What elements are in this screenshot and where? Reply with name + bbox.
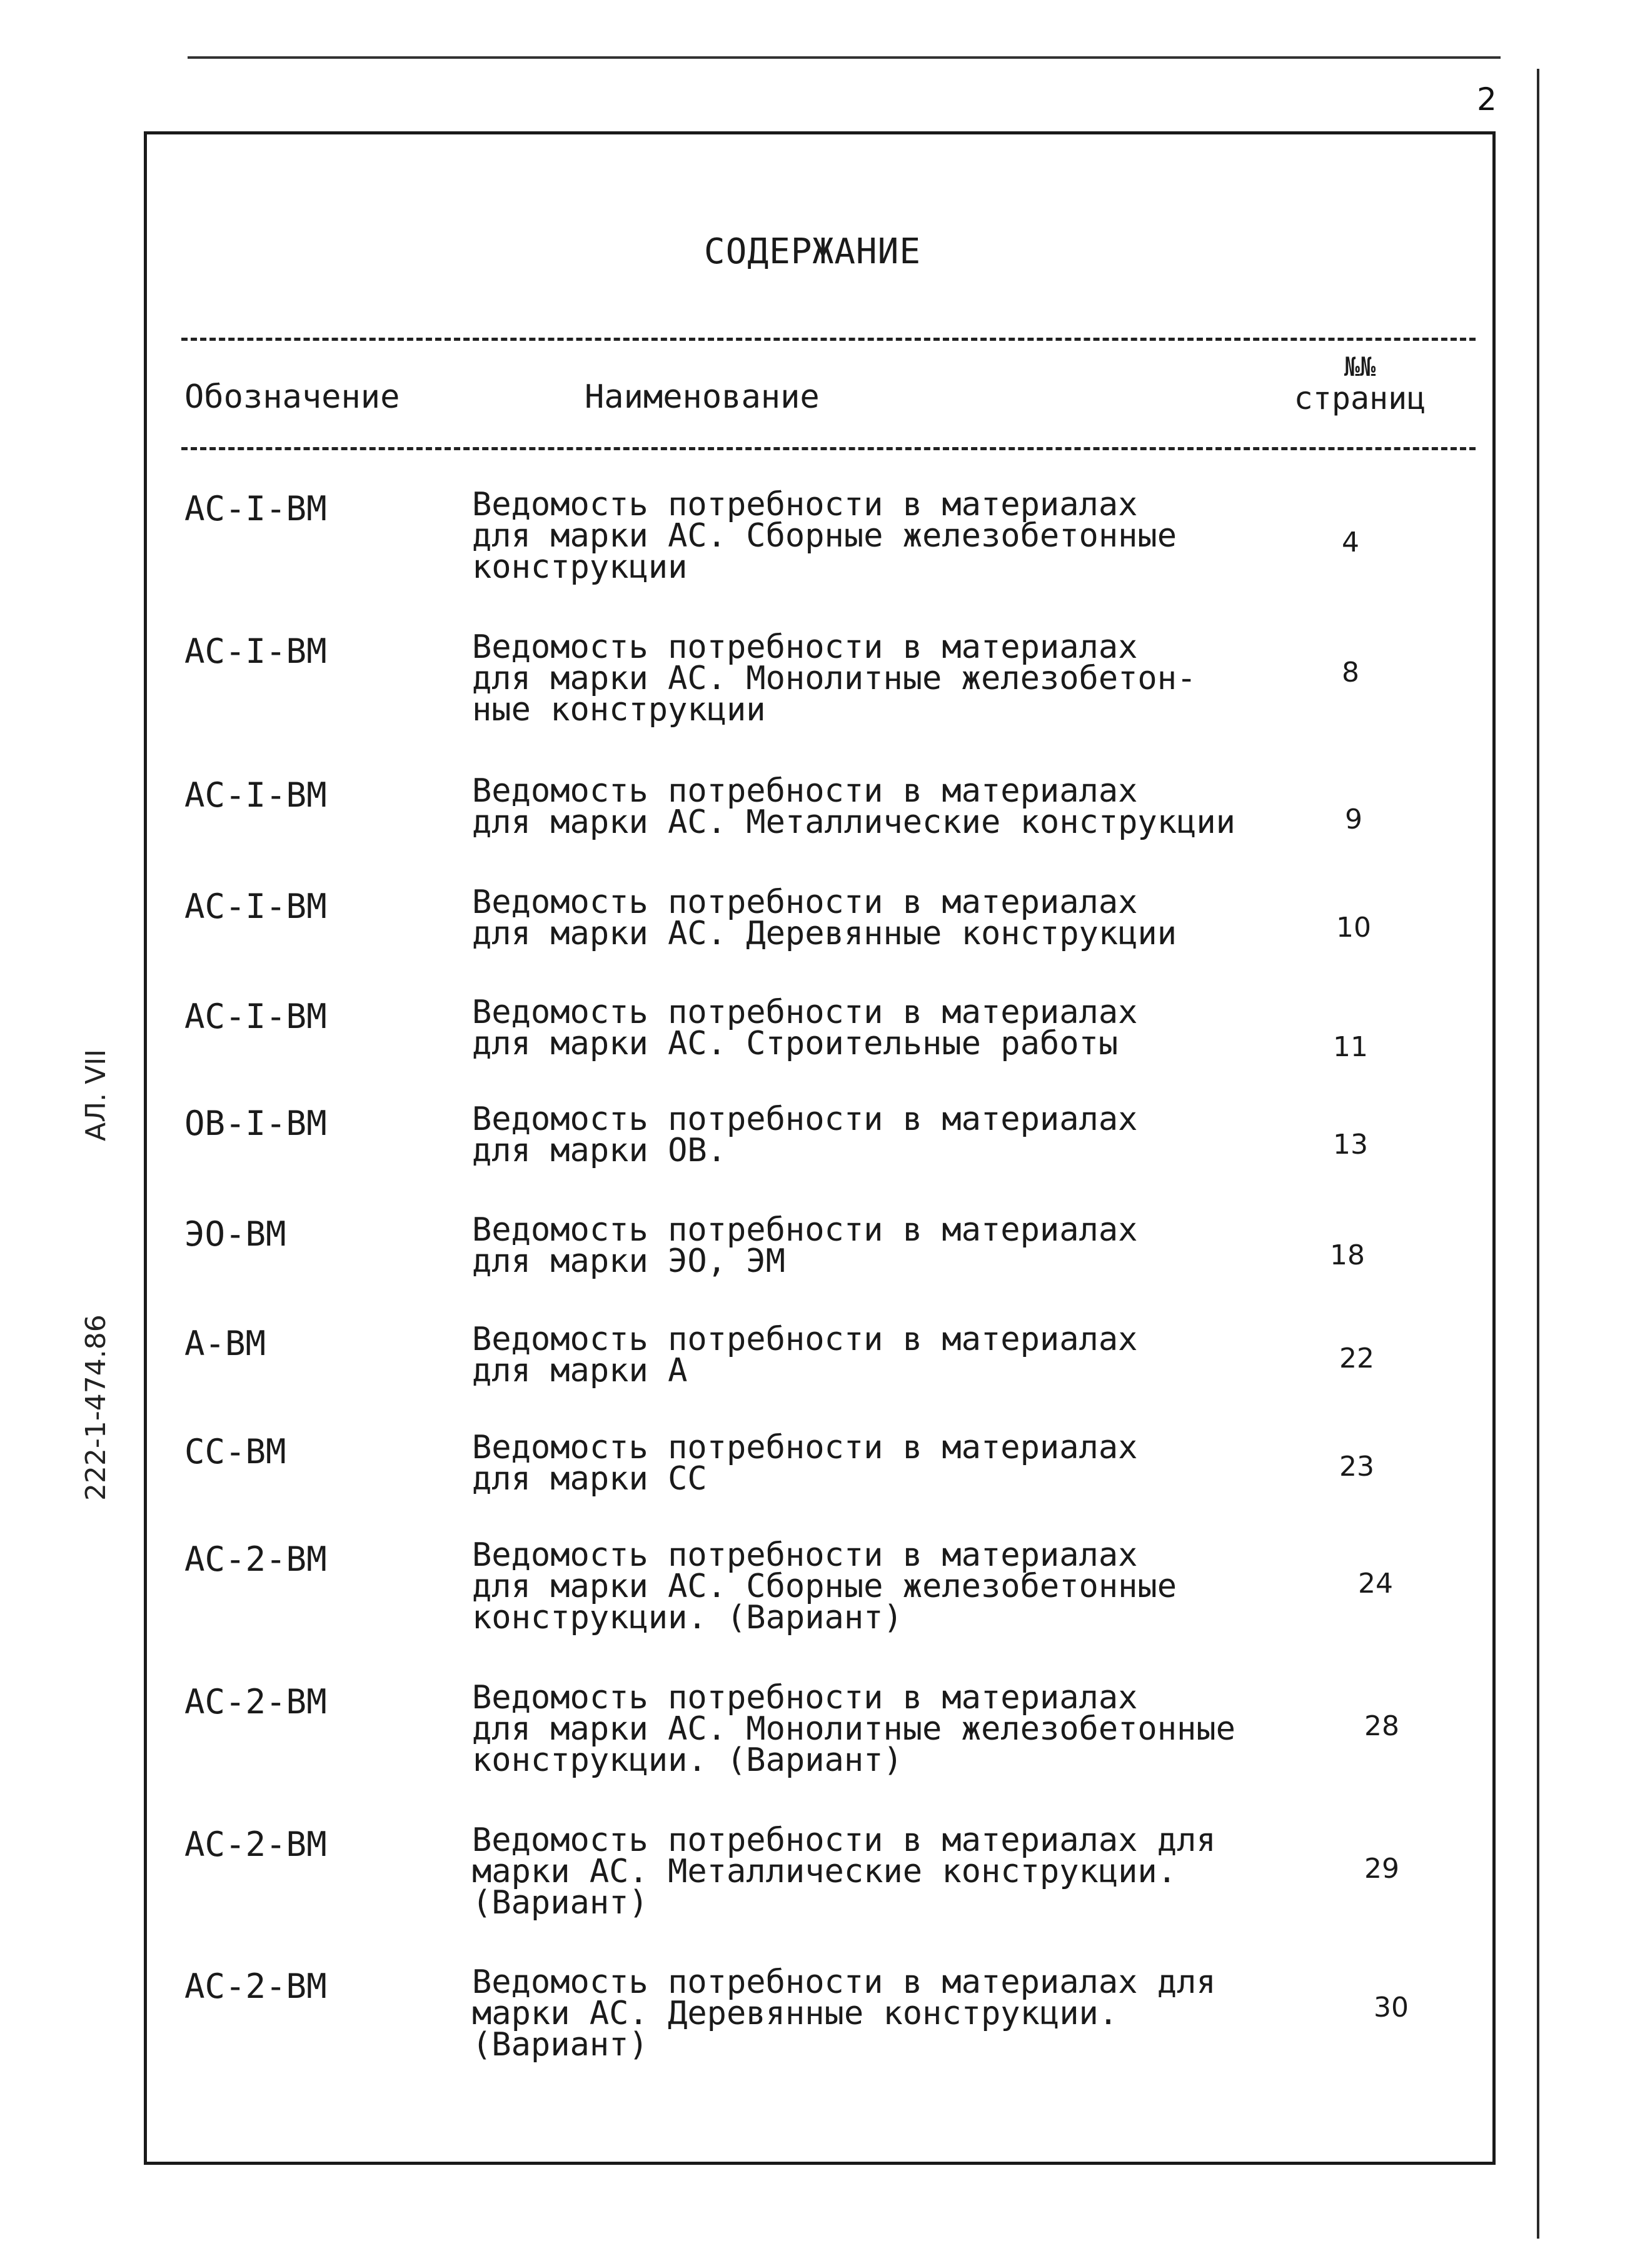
row-description-line: Ведомость потребности в материалах [472, 1429, 1138, 1466]
row-page-number: 4 [1342, 527, 1359, 558]
row-designation: АС-I-ВМ [184, 489, 327, 528]
row-description-line: для марки ЭО, ЭМ [472, 1242, 785, 1280]
row-page-number: 29 [1364, 1853, 1399, 1885]
header-pages-symbol: №№ [1344, 351, 1376, 382]
row-description [472, 1101, 1138, 1169]
row-description-line: для марки АС. Монолитные железобетон- [472, 660, 1197, 697]
row-description [472, 1321, 1138, 1389]
row-description [472, 1429, 1138, 1498]
top-rule [188, 56, 1501, 59]
row-description-line: Ведомость потребности в материалах [472, 486, 1138, 523]
row-description-line: Ведомость потребности в материалах [472, 1536, 1138, 1574]
row-page-number: 23 [1339, 1451, 1374, 1483]
row-description-line: Ведомость потребности в материалах [472, 1211, 1138, 1249]
row-description-line: ные конструкции [472, 691, 766, 728]
row-page-number: 11 [1333, 1031, 1368, 1063]
row-description [472, 486, 1177, 586]
header-name: Наименование [585, 378, 820, 416]
row-description-line: для марки АС. Строительные работы [472, 1025, 1119, 1062]
row-description-line: Ведомость потребности в материалах [472, 1321, 1138, 1358]
row-description-line: для марки АС. Сборные железобетонные [472, 1568, 1177, 1605]
side-label-code: 222-1-474.86 [80, 1314, 112, 1501]
row-description [472, 628, 1197, 728]
row-description-line: конструкции. (Вариант) [472, 1599, 903, 1636]
row-description [472, 1822, 1216, 1922]
row-description-line: марки АС. Металлические конструкции. [472, 1853, 1177, 1890]
header-top-divider [181, 338, 1476, 341]
row-description-line: для марки ОВ. [472, 1132, 727, 1169]
row-description-line: Ведомость потребности в материалах для [472, 1822, 1216, 1859]
header-pages-label: страниц [1294, 380, 1426, 416]
row-page-number: 10 [1336, 912, 1371, 944]
right-margin-line [1537, 69, 1539, 2239]
row-page-number: 13 [1333, 1129, 1368, 1161]
row-description-line: Ведомость потребности в материалах [472, 628, 1138, 666]
header-bottom-divider [181, 447, 1476, 450]
row-description [472, 1211, 1138, 1280]
row-description-line: Ведомость потребности в материалах [472, 1679, 1138, 1716]
row-description [472, 994, 1138, 1062]
row-page-number: 24 [1358, 1568, 1393, 1600]
row-description [472, 1963, 1216, 2064]
row-description [472, 1679, 1235, 1779]
row-page-number: 18 [1330, 1239, 1365, 1271]
row-designation: АС-2-ВМ [184, 1540, 327, 1579]
row-description-line: Ведомость потребности в материалах [472, 1101, 1138, 1138]
side-label-album: АЛ. VII [80, 1049, 112, 1141]
header-pages [1285, 353, 1435, 416]
row-description-line: для марки АС. Монолитные железобетонные [472, 1710, 1235, 1748]
row-page-number: 9 [1345, 804, 1362, 835]
row-designation: АС-I-ВМ [184, 887, 327, 926]
row-designation: АС-I-ВМ [184, 997, 327, 1036]
row-description-line: марки АС. Деревянные конструкции. [472, 1995, 1119, 2032]
row-designation: ЭО-ВМ [184, 1214, 286, 1254]
row-page-number: 8 [1342, 657, 1359, 688]
row-designation: ОВ-I-ВМ [184, 1104, 327, 1143]
row-designation: А-ВМ [184, 1324, 266, 1363]
row-description [472, 884, 1177, 952]
row-description-line: Ведомость потребности в материалах [472, 994, 1138, 1031]
row-description-line: конструкции [472, 548, 688, 586]
row-designation: АС-2-ВМ [184, 1825, 327, 1864]
row-description-line: Ведомость потребности в материалах [472, 772, 1138, 810]
row-description-line: для марки АС. Металлические конструкции [472, 804, 1235, 841]
row-description-line: для марки А [472, 1352, 688, 1389]
row-page-number: 22 [1339, 1343, 1374, 1374]
row-description-line: (Вариант) [472, 1884, 648, 1922]
row-description [472, 1536, 1177, 1636]
row-designation: АС-2-ВМ [184, 1682, 327, 1721]
row-description-line: конструкции. (Вариант) [472, 1741, 903, 1779]
row-designation: АС-I-ВМ [184, 632, 327, 671]
row-designation: АС-I-ВМ [184, 775, 327, 815]
row-description [472, 772, 1235, 841]
header-designation: Обозначение [184, 378, 400, 416]
row-description-line: для марки АС. Деревянные конструкции [472, 915, 1177, 952]
page-number: 2 [1477, 81, 1497, 118]
row-designation: АС-2-ВМ [184, 1967, 327, 2006]
row-description-line: Ведомость потребности в материалах для [472, 1963, 1216, 2001]
row-description-line: (Вариант) [472, 2026, 648, 2064]
row-page-number: 30 [1374, 1992, 1409, 2024]
row-description-line: для марки СС [472, 1460, 707, 1498]
document-title: СОДЕРЖАНИЕ [703, 231, 922, 272]
row-designation: СС-ВМ [184, 1432, 286, 1471]
row-description-line: для марки АС. Сборные железобетонные [472, 517, 1177, 555]
row-page-number: 28 [1364, 1710, 1399, 1742]
row-description-line: Ведомость потребности в материалах [472, 884, 1138, 921]
